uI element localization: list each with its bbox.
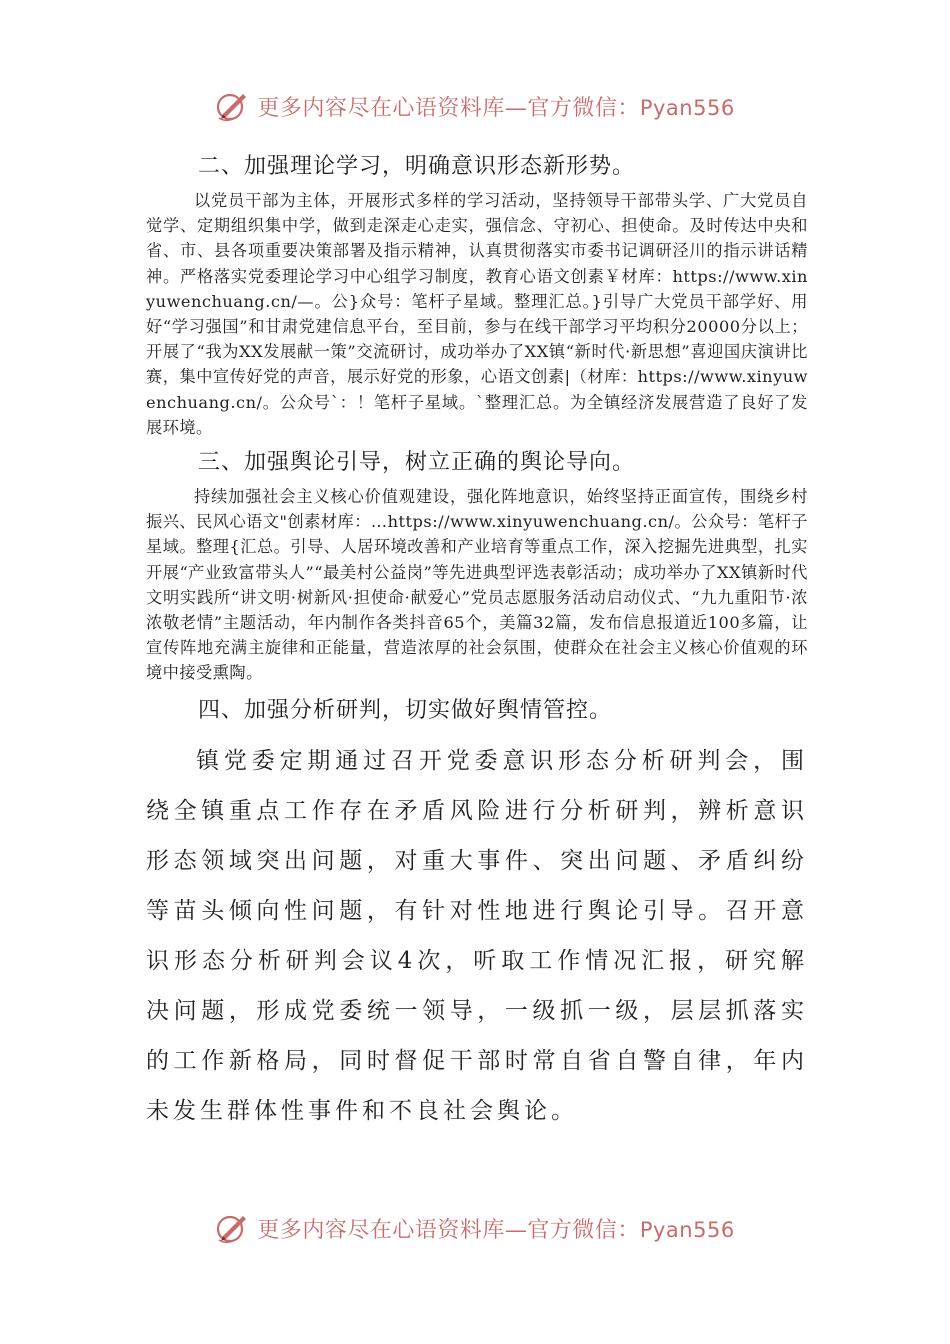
document-body [146, 150, 808, 1136]
pen-logo-icon [215, 1210, 251, 1246]
banner-text [257, 91, 734, 122]
section-4-heading: 四、加强分析研判，切实做好舆情管控。 [198, 697, 613, 723]
section-4-paragraph: 镇党委定期通过召开党委意识形态分析研判会，围绕全镇重点工作存在矛盾风险进行分析研判，辨析意识形态领域突出问题，对重大事件、突出问题、矛盾纠纷等苗头倾向性问题，有针对性地进行舆论引导。召开意识形态分析研判会议4次，听取工作情况汇报，研究解决问题，形成党委统一领导，一级抓一级，层层抓落实的工作新格局，同时督促干部时常自省自警自律，年内未发生群体性事件和不良社会舆论。 [146, 747, 808, 1124]
section-3-heading: 三、加强舆论引导，树立正确的舆论导向。 [198, 450, 636, 476]
banner-prefix: 更多内容尽在心语资料库—官方微信： [257, 95, 640, 121]
section-3-paragraph: 持续加强社会主义核心价值观建设，强化阵地意识，始终坚持正面宣传，围绕乡村振兴、民风心语文"创素材库：…https://www.xinyuwenchuang.cn/。公众号：笔杆子星域。整理{汇总。引导、人居环境改善和产业培育等重点工作，深入挖掘先进典型，扎实开展“产业致富带头人”“最美村公益岗”等先进典型评选表彰活动；成功举办了XX镇新时代文明实践所“讲文明·树新风·担使命·献爱心”党员志愿服务活动启动仪式、“九九重阳节·浓浓敬老情”主题活动，年内制作各类抖音65个，美篇32篇，发布信息报道近100多篇，让宣传阵地充满主旋律和正能量，营造浓厚的社会氛围，使群众在社会主义核心价值观的环境中接受熏陶。 [146, 487, 808, 683]
footer-watermark-banner [0, 1206, 950, 1250]
header-watermark-banner [0, 84, 950, 128]
banner-wechat-id: Pyan556 [639, 1217, 735, 1242]
section-2-paragraph: 以党员干部为主体，开展形式多样的学习活动，坚持领导干部带头学、广大党员自觉学、定期组织集中学，做到走深走心走实，强信念、守初心、担使命。及时传达中央和省、市、县各项重要决策部署及指示精神，认真贯彻落实市委书记调研泾川的指示讲话精神。严格落实党委理论学习中心组学习制度，教育心语文创素￥材库：https://www.xinyuwenchuang.cn/—。公}众号：笔杆子星域。整理汇总。}引导广大党员干部学好、用好“学习强国”和甘肃党建信息平台，至目前，参与在线干部学习平均积分20000分以上；开展了“我为XX发展献一策”交流研讨，成功举办了XX镇“新时代·新思想”喜迎国庆演讲比赛，集中宣传好党的声音，展示好党的形象，心语文创素|（材库：https://www.xinyuwenchuang.cn/。公众号`：！笔杆子星域。`整理汇总。为全镇经济发展营造了良好了发展环境。 [146, 191, 808, 437]
pen-logo-icon [215, 88, 251, 124]
section-2-heading: 二、加强理论学习，明确意识形态新形势。 [198, 154, 636, 179]
banner-text [257, 1213, 734, 1244]
banner-wechat-id: Pyan556 [639, 95, 735, 120]
banner-prefix: 更多内容尽在心语资料库—官方微信： [257, 1217, 640, 1243]
